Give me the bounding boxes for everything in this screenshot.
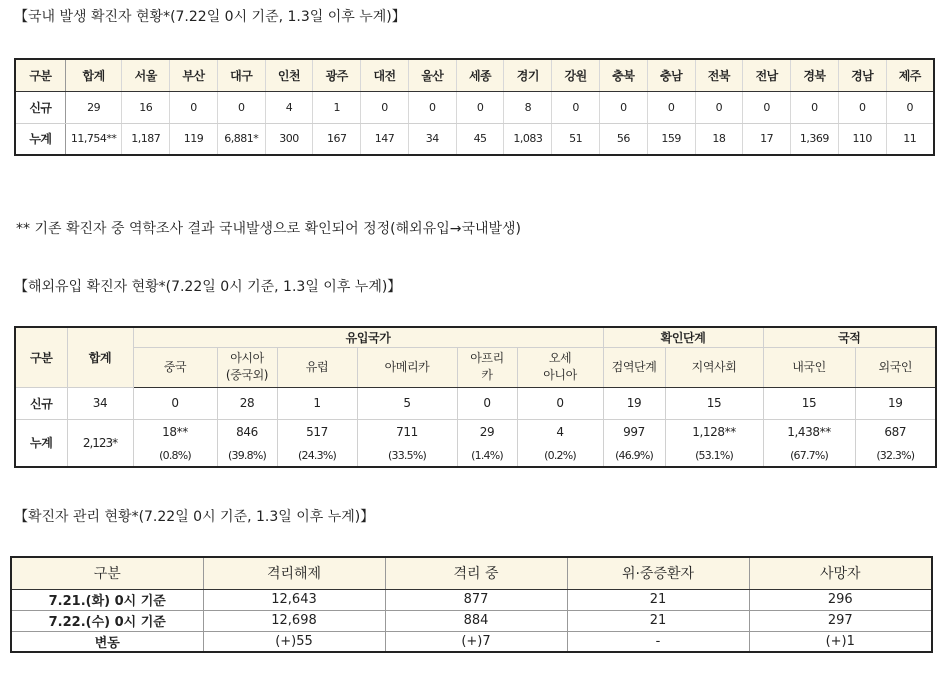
table-cell: 51: [552, 123, 600, 155]
table-cell: 1,128**: [665, 419, 763, 445]
table-cell: 29: [65, 91, 121, 123]
row-label: 누계: [15, 123, 65, 155]
table-cell: 517: [277, 419, 357, 445]
row-label: 7.21.(화) 0시 기준: [11, 589, 203, 610]
subcolumn-header: 중국: [133, 347, 217, 387]
table-cell: 159: [647, 123, 695, 155]
table-cell: (+)7: [385, 631, 567, 652]
cumulative-total: 2,123*: [67, 419, 133, 467]
column-header: 경남: [838, 59, 886, 91]
table-cell: 0: [456, 91, 504, 123]
table-cell: 1,438**: [763, 419, 855, 445]
table-cell: 884: [385, 610, 567, 631]
subcolumn-header: 외국인: [855, 347, 936, 387]
new-total: 34: [67, 387, 133, 419]
column-header: 경기: [504, 59, 552, 91]
table-cell: 1,187: [122, 123, 170, 155]
column-header: 대전: [361, 59, 409, 91]
column-header: 충남: [647, 59, 695, 91]
percent-cell: (1.4%): [457, 445, 517, 467]
table-cell: 687: [855, 419, 936, 445]
table-cell: 56: [599, 123, 647, 155]
domestic-title: 【국내 발생 확진자 현황*(7.22일 0시 기준, 1.3일 이후 누계)】: [14, 9, 406, 25]
table-cell: 1,083: [504, 123, 552, 155]
table-cell: 29: [457, 419, 517, 445]
subcolumn-header: 내국인: [763, 347, 855, 387]
table-cell: 19: [855, 387, 936, 419]
column-header: 제주: [886, 59, 934, 91]
table-cell: 15: [665, 387, 763, 419]
table-cell: 15: [763, 387, 855, 419]
column-header: 격리 중: [385, 557, 567, 589]
table-cell: 0: [517, 387, 603, 419]
table-cell: (+)55: [203, 631, 385, 652]
row-label-new: 신규: [15, 387, 67, 419]
table-cell: 4: [517, 419, 603, 445]
row-label-cumulative: 누계: [15, 419, 67, 467]
subcolumn-header: 오세 아니아: [517, 347, 603, 387]
table-cell: 877: [385, 589, 567, 610]
table-cell: 16: [122, 91, 170, 123]
row-label: 7.22.(수) 0시 기준: [11, 610, 203, 631]
column-header: 위·중증환자: [567, 557, 749, 589]
table-cell: 12,643: [203, 589, 385, 610]
column-header: 전북: [695, 59, 743, 91]
table-cell: 297: [749, 610, 932, 631]
table-cell: 19: [603, 387, 665, 419]
percent-cell: (0.2%): [517, 445, 603, 467]
table-cell: 0: [170, 91, 218, 123]
table-cell: 0: [743, 91, 791, 123]
table-cell: 4: [265, 91, 313, 123]
table-cell: 1,369: [791, 123, 839, 155]
column-header: 격리해제: [203, 557, 385, 589]
table-cell: 0: [552, 91, 600, 123]
percent-cell: (24.3%): [277, 445, 357, 467]
table-cell: 11,754**: [65, 123, 121, 155]
column-header: 구분: [11, 557, 203, 589]
percent-cell: (33.5%): [357, 445, 457, 467]
group-stage-header: 확인단계: [603, 327, 763, 347]
percent-cell: (39.8%): [217, 445, 277, 467]
table-cell: 17: [743, 123, 791, 155]
table-cell: -: [567, 631, 749, 652]
column-header: 서울: [122, 59, 170, 91]
imported-label-header: 구분: [15, 327, 67, 387]
subcolumn-header: 아프리 카: [457, 347, 517, 387]
table-cell: 6,881*: [217, 123, 265, 155]
group-nationality-header: 국적: [763, 327, 936, 347]
table-cell: 296: [749, 589, 932, 610]
row-label: 신규: [15, 91, 65, 123]
table-cell: 0: [647, 91, 695, 123]
table-cell: 0: [695, 91, 743, 123]
table-cell: 1: [277, 387, 357, 419]
table-cell: 21: [567, 610, 749, 631]
table-cell: 119: [170, 123, 218, 155]
table-cell: 0: [838, 91, 886, 123]
table-cell: 1: [313, 91, 361, 123]
table-cell: 18**: [133, 419, 217, 445]
percent-cell: (0.8%): [133, 445, 217, 467]
imported-title: 【해외유입 확진자 현황*(7.22일 0시 기준, 1.3일 이후 누계)】: [14, 279, 402, 295]
group-origin-header: 유입국가: [133, 327, 603, 347]
table-cell: 0: [133, 387, 217, 419]
column-header: 합계: [65, 59, 121, 91]
percent-cell: (67.7%): [763, 445, 855, 467]
column-header-label: 구분: [15, 59, 65, 91]
imported-total-header: 합계: [67, 327, 133, 387]
table-cell: 21: [567, 589, 749, 610]
management-title: 【확진자 관리 현황*(7.22일 0시 기준, 1.3일 이후 누계)】: [14, 509, 375, 525]
table-cell: 11: [886, 123, 934, 155]
column-header: 경북: [791, 59, 839, 91]
table-cell: 997: [603, 419, 665, 445]
imported-cases-table: [14, 326, 937, 468]
subcolumn-header: 아메리카: [357, 347, 457, 387]
column-header: 충북: [599, 59, 647, 91]
column-header: 울산: [408, 59, 456, 91]
table-cell: 5: [357, 387, 457, 419]
column-header: 사망자: [749, 557, 932, 589]
table-cell: 0: [886, 91, 934, 123]
column-header: 대구: [217, 59, 265, 91]
column-header: 인천: [265, 59, 313, 91]
table-cell: 0: [791, 91, 839, 123]
table-cell: 28: [217, 387, 277, 419]
table-cell: 0: [408, 91, 456, 123]
table-cell: 0: [217, 91, 265, 123]
percent-cell: (53.1%): [665, 445, 763, 467]
correction-note: ** 기존 확진자 중 역학조사 결과 국내발생으로 확인되어 정정(해외유입→국내발생): [16, 221, 522, 237]
column-header: 부산: [170, 59, 218, 91]
table-cell: (+)1: [749, 631, 932, 652]
table-cell: 45: [456, 123, 504, 155]
column-header: 강원: [552, 59, 600, 91]
table-cell: 110: [838, 123, 886, 155]
percent-cell: (46.9%): [603, 445, 665, 467]
table-cell: 167: [313, 123, 361, 155]
domestic-cases-table: [14, 58, 935, 156]
subcolumn-header: 아시아 (중국외): [217, 347, 277, 387]
subcolumn-header: 검역단계: [603, 347, 665, 387]
column-header: 전남: [743, 59, 791, 91]
table-cell: 12,698: [203, 610, 385, 631]
column-header: 광주: [313, 59, 361, 91]
table-cell: 846: [217, 419, 277, 445]
table-cell: 300: [265, 123, 313, 155]
management-table: [10, 556, 933, 653]
percent-cell: (32.3%): [855, 445, 936, 467]
table-cell: 0: [599, 91, 647, 123]
subcolumn-header: 지역사회: [665, 347, 763, 387]
table-cell: 147: [361, 123, 409, 155]
table-cell: 0: [361, 91, 409, 123]
subcolumn-header: 유럽: [277, 347, 357, 387]
column-header: 세종: [456, 59, 504, 91]
table-cell: 8: [504, 91, 552, 123]
table-cell: 18: [695, 123, 743, 155]
table-cell: 711: [357, 419, 457, 445]
table-cell: 34: [408, 123, 456, 155]
table-cell: 0: [457, 387, 517, 419]
row-label: 변동: [11, 631, 203, 652]
